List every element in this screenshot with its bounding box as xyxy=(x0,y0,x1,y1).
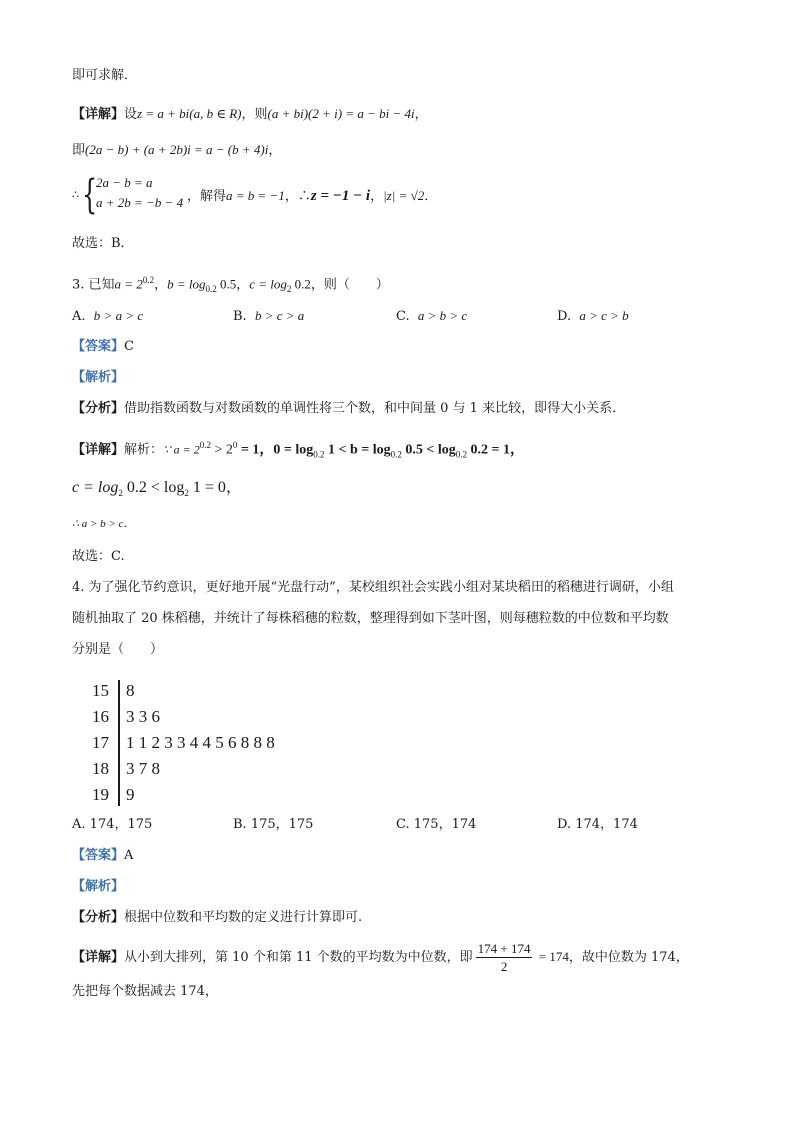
q4-fenxi-text: 根据中位数和平均数的定义进行计算即可. xyxy=(124,910,363,925)
q3-fenxi-text: 借助指数函数与对数函数的单调性将三个数，和中间量 0 与 1 来比较，即得大小关系． xyxy=(124,401,626,416)
q4-fenxi-tag: 【分析】 xyxy=(72,910,125,925)
q2-sys-eq2: a + 2b = −b − 4 xyxy=(96,195,184,210)
q2-choice-line: 故选：B． xyxy=(72,236,134,251)
q3-option-a: A. b > a > c xyxy=(72,308,144,324)
q3-b-def: b = log xyxy=(167,276,206,292)
q3-c-line: $c = \log_2 0.2 < \log_2 1 = 0$， xyxy=(72,479,242,499)
q2-detail-text-1: 设 xyxy=(124,107,138,122)
q3-b-arg: 0.5 xyxy=(216,276,237,292)
q2-solve-line: ，解得a = b = −1，∴z = −1 − i，|z| = √2． xyxy=(187,188,438,204)
q3-fenxi-line xyxy=(72,399,625,419)
q4-stem-line-3: 分别是（ ） xyxy=(72,642,164,657)
q2-line2-eq: (2a − b) + (a + 2b)i = a − (b + 4)i xyxy=(85,142,269,157)
q3-detail-text: 解析： xyxy=(124,442,164,458)
q4-analysis-tag: 【解析】 xyxy=(72,879,125,894)
q2-brace: { xyxy=(82,172,98,218)
q3-answer-tag: 【答案】 xyxy=(72,339,125,354)
q3-choice-line: 故选：C. xyxy=(72,549,125,564)
q3-stem: 3. 已知$a = 2^{0.2}$，$b = \log_{0.2} 0.5$，$c = \log_2 0.2$，则（ ） xyxy=(72,275,389,294)
q4-detail-tag: 【详解】 xyxy=(72,950,125,965)
q2-detail-tag: 【详解】 xyxy=(72,107,125,122)
stem-leaf-row: 17 1 1 2 3 3 4 4 5 6 8 8 8 xyxy=(92,733,275,752)
q3-answer-line xyxy=(72,337,134,357)
q3-stem-end: ，则（ ） xyxy=(310,277,389,293)
stem-leaf-divider xyxy=(118,680,120,806)
q3-a-exp: 0.2 xyxy=(142,275,155,285)
q4-detail-line xyxy=(72,940,689,975)
q3-analysis-tag: 【解析】 xyxy=(72,370,125,385)
q4-frac-result: = 174 xyxy=(535,949,569,964)
q2-detail-line xyxy=(72,104,428,125)
q4-option-a: A. 174，175 xyxy=(72,817,153,832)
q2-line2-post: ， xyxy=(268,143,282,158)
q2-therefore-symbol: ∴ xyxy=(72,188,79,201)
q2-solve-text: ，解得 xyxy=(187,189,227,204)
q2-detail-text-3: ， xyxy=(414,107,428,122)
q2-z-value: z = −1 − i xyxy=(310,188,371,204)
q3-c-arg: 0.2 xyxy=(291,276,311,292)
q2-sys-eq1: 2a − b = a xyxy=(96,175,153,190)
q4-answer: A xyxy=(124,848,134,863)
q3-a-def: a = 2 xyxy=(114,276,143,292)
q2-eq-set: z = a + bi(a, b ∈ R) xyxy=(137,106,242,121)
q3-fenxi-tag: 【分析】 xyxy=(72,401,125,416)
q4-answer-line xyxy=(72,846,133,866)
q4-stem-line-2: 随机抽取了 20 株稻穗，并统计了每株稻穗的粒数，整理得到如下茎叶图，则每穗粒数的中位数和平均数 xyxy=(72,611,669,626)
stem-leaf-row: 19 9 xyxy=(92,785,135,804)
q3-b-base: 0.2 xyxy=(205,283,217,294)
q3-c-base: 2 xyxy=(286,283,292,294)
q4-fenxi-line xyxy=(72,908,362,928)
q2-solve-eq: a = b = −1 xyxy=(226,188,285,203)
intro-line: 即可求解． xyxy=(72,68,138,83)
q4-option-c: C. 175，174 xyxy=(396,817,477,832)
q3-detail-tag: 【详解】 xyxy=(72,442,125,458)
q4-median-fraction: $\frac{174 + 174}{2}$ xyxy=(477,941,531,974)
q4-option-d: D. 174，174 xyxy=(557,817,638,832)
q4-option-b: B. 175，175 xyxy=(233,817,314,832)
q4-answer-tag: 【答案】 xyxy=(72,848,125,863)
q3-option-d: D. a > c > b xyxy=(557,308,629,324)
q4-detail-text-2: ，故中位数为 174， xyxy=(568,950,689,965)
q4-last-line: 先把每个数据减去 174， xyxy=(72,984,218,999)
q3-option-c: C. a > b > c xyxy=(396,308,468,324)
q4-detail-text-1: 从小到大排列，第 10 个和第 11 个数的平均数为中位数，即 xyxy=(124,950,473,965)
q4-stem-line-1: 4. 为了强化节约意识，更好地开展“光盘行动”，某校组织社会实践小组对某块稻田的稻穗进行调研，小组 xyxy=(72,580,674,595)
q3-detail-line: 【详解】解析：∵ $a = 2^{0.2} > 2^0 = 1$，$0 = \log_{0.2} 1 < b = \log_{0.2} 0.5 < \log_{0.2} 0.2 = 1$， xyxy=(72,440,525,460)
q2-solve-mid: ，∴ xyxy=(284,189,311,204)
stem-leaf-row: 15 8 xyxy=(92,681,135,700)
q3-option-b: B. b > c > a xyxy=(233,308,305,324)
q2-eq-main: (a + bi)(2 + i) = a − bi − 4i xyxy=(267,106,415,121)
q3-conclusion: ∴ a > b > c． xyxy=(72,518,135,530)
q2-abs-eq: |z| = √2 xyxy=(383,188,425,203)
q2-line2-pre: 即 xyxy=(72,143,86,158)
stem-leaf-row: 16 3 3 6 xyxy=(92,707,160,726)
q3-answer: C xyxy=(124,339,134,354)
q3-stem-text: 3. 已知 xyxy=(72,277,115,293)
q2-detail-text-2: ，则 xyxy=(241,107,268,122)
q2-end: ． xyxy=(424,189,438,204)
q2-line2 xyxy=(72,140,281,161)
stem-leaf-row: 18 3 7 8 xyxy=(92,759,160,778)
q3-c-def: c = log xyxy=(249,276,287,292)
